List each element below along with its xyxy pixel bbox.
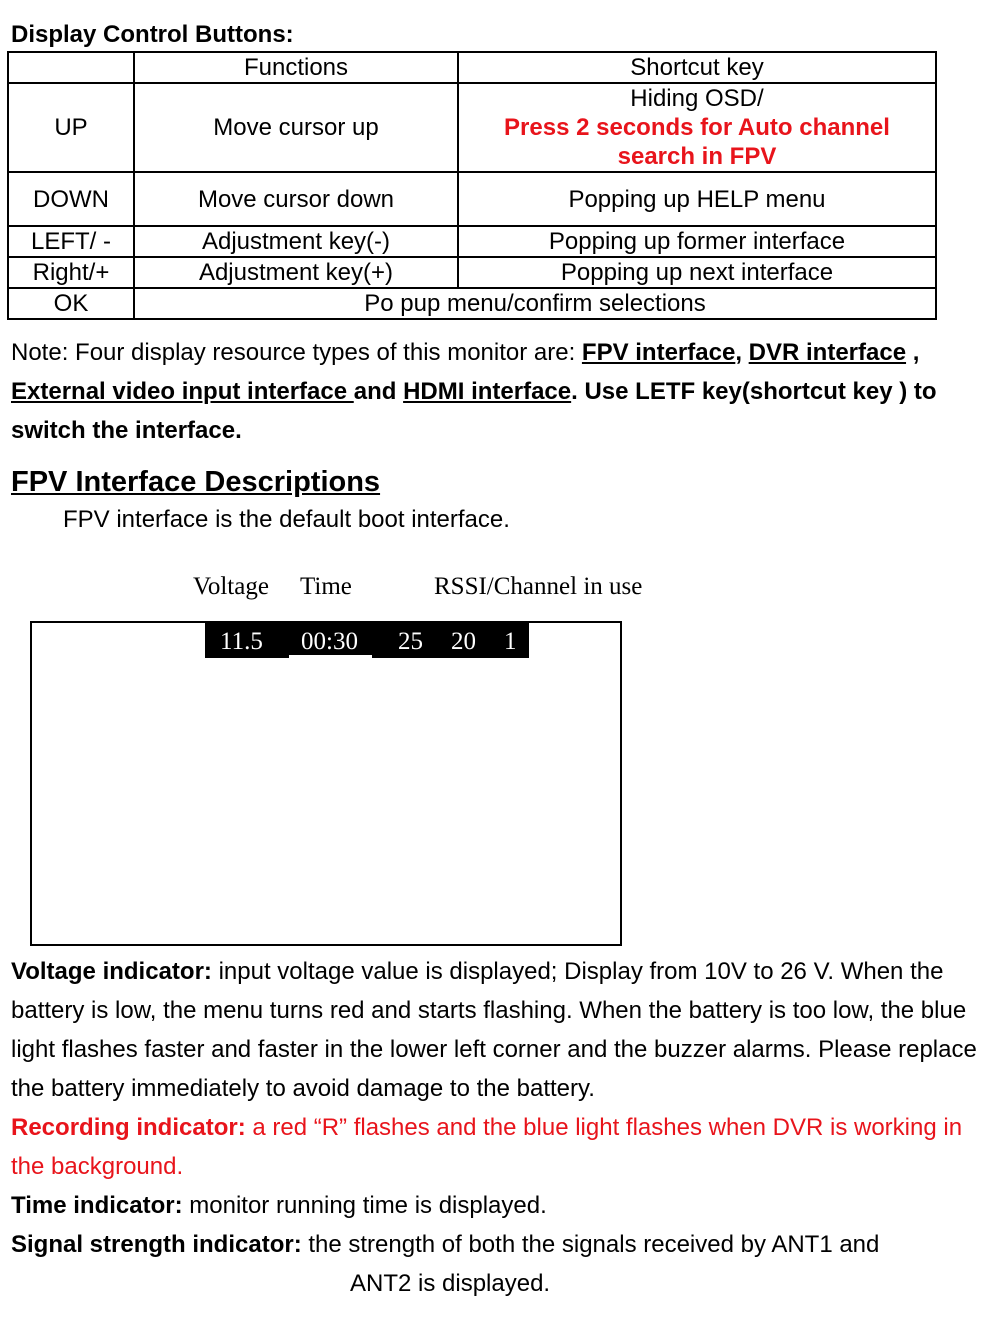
note-comma: , (906, 339, 920, 366)
row-key: LEFT/ - (8, 226, 134, 257)
interface-note (11, 333, 996, 450)
shortcut-red-text: Press 2 seconds for Auto channel search in FPV (504, 114, 890, 170)
row-shortcut (458, 83, 936, 172)
recording-text: a red “R” flashes and the blue light flashes when DVR is working in the background. (11, 1114, 963, 1180)
table-header-shortcut: Shortcut key (458, 52, 936, 83)
table-row (8, 83, 936, 172)
row-shortcut: Popping up former interface (458, 226, 936, 257)
row-key: OK (8, 288, 134, 319)
note-comma: , (735, 339, 749, 366)
row-function: Adjustment key(-) (134, 226, 458, 257)
osd-time-label: Time (300, 573, 352, 600)
signal-description (11, 1225, 996, 1264)
row-function: Move cursor down (134, 172, 458, 226)
note-suffix: . Use LETF key(shortcut key ) to switch the interface. (11, 378, 937, 444)
time-label: Time indicator: (11, 1192, 183, 1219)
osd-time-value: 00:30 (301, 628, 358, 655)
time-description (11, 1186, 996, 1225)
row-function: Adjustment key(+) (134, 257, 458, 288)
section-title: Display Control Buttons: (11, 21, 294, 48)
row-function: Move cursor up (134, 83, 458, 172)
signal-text: the strength of both the signals received by ANT1 and (301, 1231, 880, 1258)
indicator-descriptions (11, 952, 996, 1264)
row-shortcut: Popping up next interface (458, 257, 936, 288)
osd-voltage-value: 11.5 (220, 628, 263, 655)
row-key: Right/+ (8, 257, 134, 288)
table-header-row (8, 52, 936, 83)
signal-label: Signal strength indicator: (11, 1231, 302, 1258)
voltage-description (11, 952, 996, 1108)
time-text: monitor running time is displayed. (182, 1192, 547, 1219)
row-key: DOWN (8, 172, 134, 226)
note-prefix: Note: Four display resource types of this monitor are: (11, 339, 582, 366)
table-row (8, 288, 936, 319)
note-dvr: DVR interface (748, 339, 907, 366)
voltage-label: Voltage indicator: (11, 958, 212, 985)
monitor-screen (30, 621, 622, 946)
osd-rssi-label: RSSI/Channel in use (434, 573, 643, 600)
osd-voltage-label: Voltage (193, 573, 269, 600)
table-row (8, 257, 936, 288)
row-key: UP (8, 83, 134, 172)
row-shortcut: Popping up HELP menu (458, 172, 936, 226)
osd-rssi-value: 20 (451, 628, 476, 655)
fpv-subtitle: FPV interface is the default boot interface. (63, 506, 510, 533)
recording-label: Recording indicator: (11, 1114, 246, 1141)
table-header-functions: Functions (134, 52, 458, 83)
osd-rssi-value: 25 (398, 628, 423, 655)
signal-text-continued: ANT2 is displayed. (350, 1270, 551, 1297)
osd-channel-value: 1 (504, 628, 517, 655)
shortcut-text: Hiding OSD/ (630, 85, 764, 112)
table-header-key (8, 52, 134, 83)
row-merged-function: Po pup menu/confirm selections (134, 288, 936, 319)
fpv-heading: FPV Interface Descriptions (11, 466, 381, 498)
table-row (8, 172, 936, 226)
note-and: and (353, 378, 404, 405)
note-fpv: FPV interface (581, 339, 736, 366)
recording-description (11, 1108, 996, 1186)
voltage-text: input voltage value is displayed; Display from 10V to 26 V. When the battery is low, the menu turns red and starts flashing. When the battery is too low, the blue light flashes faster and faster in the lower left corner and the buzzer alarms. Please replace the battery immediately to avoid damage to the battery. (11, 958, 977, 1102)
table-row (8, 226, 936, 257)
note-external: External video input interface (11, 378, 354, 405)
control-buttons-table (7, 51, 937, 320)
note-hdmi: HDMI interface (403, 378, 572, 405)
